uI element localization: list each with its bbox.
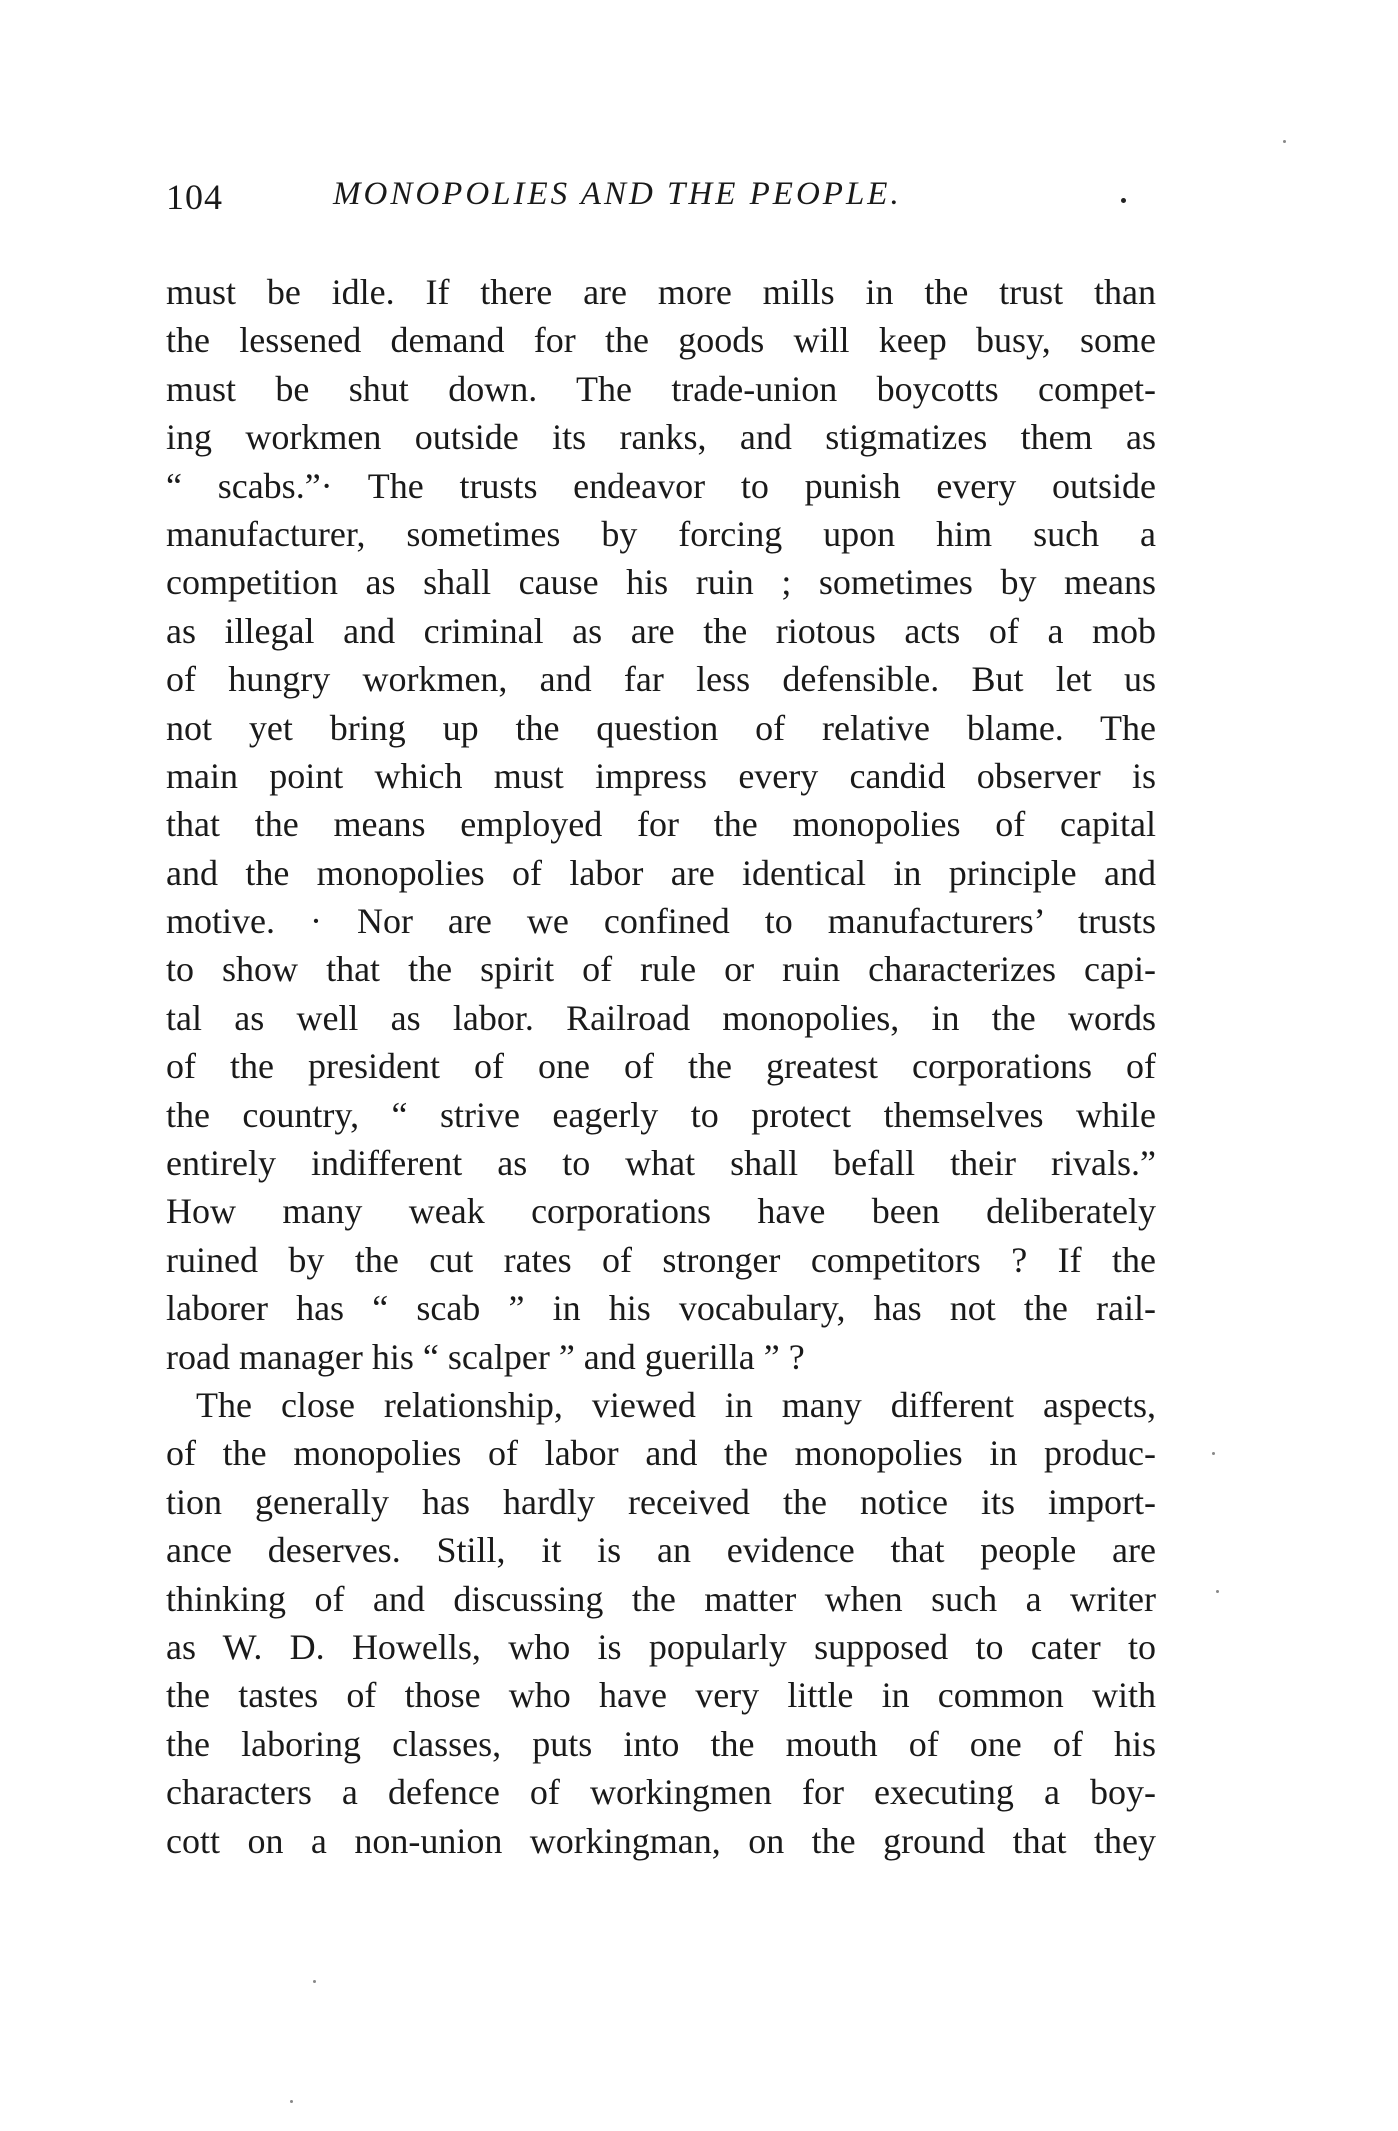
body-text bbox=[166, 268, 1156, 1865]
text-line: of the monopolies of labor and the monopolies in produc- bbox=[166, 1433, 1156, 1474]
text-line: as illegal and criminal as are the riotous acts of a mob bbox=[166, 610, 1156, 651]
text-line: must be idle. If there are more mills in the trust than bbox=[166, 272, 1156, 312]
page-number: 104 bbox=[166, 177, 223, 217]
text-line: not yet bring up the question of relative blame. The bbox=[166, 707, 1156, 748]
text-line: of hungry workmen, and far less defensible. But let us bbox=[166, 659, 1156, 700]
text-line: The close relationship, viewed in many different aspects, bbox=[196, 1384, 1156, 1425]
text-line: of the president of one of the greatest corporations of bbox=[166, 1046, 1156, 1087]
text-line: main point which must impress every candid observer is bbox=[166, 755, 1156, 796]
speck bbox=[313, 1980, 316, 1983]
text-line: entirely indifferent as to what shall befall their rivals.” bbox=[166, 1143, 1156, 1184]
text-line: motive. · Nor are we confined to manufacturers’ trusts bbox=[166, 901, 1156, 942]
text-line: thinking of and discussing the matter when such a writer bbox=[166, 1578, 1156, 1619]
speck bbox=[1283, 140, 1286, 143]
text-line: tal as well as labor. Railroad monopolies, in the words bbox=[166, 997, 1156, 1038]
running-title: MONOPOLIES AND THE PEOPLE. bbox=[333, 176, 902, 212]
text-line: characters a defence of workingmen for executing a boy- bbox=[166, 1772, 1156, 1813]
text-line: that the means employed for the monopolies of capital bbox=[166, 804, 1156, 845]
text-line: to show that the spirit of rule or ruin characterizes capi- bbox=[166, 949, 1156, 990]
text-line: road manager his “ scalper ” and guerilla ” ? bbox=[166, 1336, 805, 1377]
text-line: competition as shall cause his ruin ; sometimes by means bbox=[166, 562, 1156, 603]
text-line: ruined by the cut rates of stronger competitors ? If the bbox=[166, 1239, 1156, 1280]
text-line: and the monopolies of labor are identical in principle and bbox=[166, 852, 1156, 893]
running-header bbox=[166, 176, 1166, 226]
speck bbox=[1212, 1452, 1215, 1455]
text-line: tion generally has hardly received the notice its import- bbox=[166, 1481, 1156, 1522]
speck bbox=[290, 2100, 293, 2103]
text-line: the lessened demand for the goods will keep busy, some bbox=[166, 320, 1156, 361]
text-line: “ scabs.”· The trusts endeavor to punish every outside bbox=[166, 465, 1156, 506]
text-line: How many weak corporations have been deliberately bbox=[166, 1191, 1156, 1232]
text-line: manufacturer, sometimes by forcing upon him such a bbox=[166, 513, 1156, 554]
text-line: cott on a non-union workingman, on the ground that they bbox=[166, 1820, 1156, 1861]
text-line: must be shut down. The trade-union boycotts compet- bbox=[166, 368, 1156, 409]
ink-dot bbox=[1121, 198, 1126, 203]
text-line: as W. D. Howells, who is popularly supposed to cater to bbox=[166, 1626, 1156, 1667]
text-line: laborer has “ scab ” in his vocabulary, has not the rail- bbox=[166, 1288, 1156, 1329]
speck bbox=[1216, 1590, 1219, 1593]
text-line: the laboring classes, puts into the mouth of one of his bbox=[166, 1723, 1156, 1764]
text-line: ance deserves. Still, it is an evidence that people are bbox=[166, 1530, 1156, 1571]
text-line: ing workmen outside its ranks, and stigmatizes them as bbox=[166, 417, 1156, 458]
text-line: the tastes of those who have very little in common with bbox=[166, 1675, 1156, 1716]
text-line: the country, “ strive eagerly to protect themselves while bbox=[166, 1094, 1156, 1135]
